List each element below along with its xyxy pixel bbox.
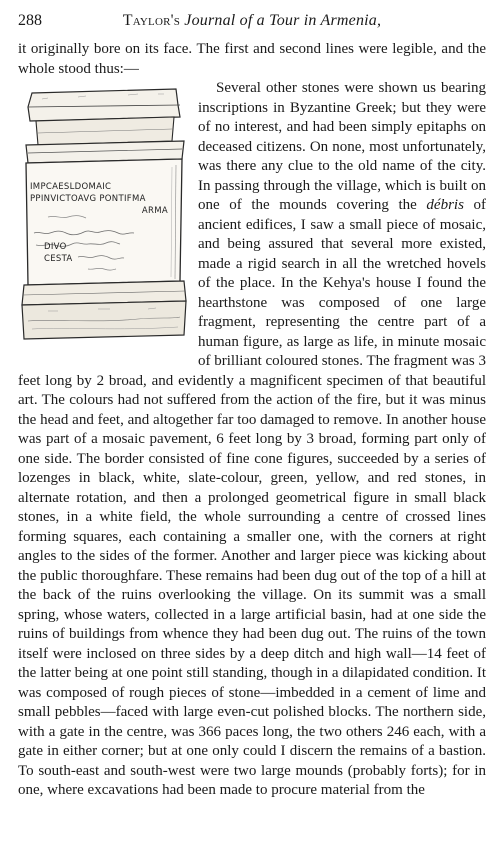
running-head-title: Journal of a Tour in Armenia, [184,12,382,29]
inscription-gap [30,217,170,229]
paragraph-1: it originally bore on its face. The first and second lines were legible, and the whole stood thus:— [18,41,486,77]
inscription-line-5: CESTA [44,254,73,264]
inscription-line-4: DIVO [44,242,67,252]
paragraph-2-part-2: of ancient edifices, I saw a small piece of mosaic, and being assured that several more existed, made a rigid search in all the wretched hovels of the place. In the Kehya's house I found the hearthstone was composed of one large fragment, representing the centre part of a human figure, as large as life, in minute mosaic of brilliant coloured stones. The fragment was 3 feet long by 2 broad, and evidently a magnificent specimen of that beautiful art. The colours had not suffered from the action of the fire, but it was minus the head and feet, and altogether far too damaged to remove. In another house was part of a mosaic pavement, 6 feet long by 3 broad, forming part only of one side. The border consisted of fine cone figures, succeeded by a series of lozenges in black, white, slate-colour, green, yellow, and red stones, in alternate rotation, and then a prolonged geometrical figure in small black stones, in a white field, the whole surrounding a centre of crossed lines forming squares, each containing a smaller one, with the corners at right angles to the sides of the former. Another and larger piece was kicking about the public thoroughfare. These remains had been dug out of the top of a hill at the back of the ruins overlooking the village. On its summit was a small spring, whose waters, collected in a large artificial basin, had at one side the ruins of buildings from whence they had been dug out. The ruins of the town itself were inclosed on three sides by a deep ditch and high wall—14 feet of the latter being at one point still standing, though in a dilapidated condition. It was composed of rough pieces of stone—imbedded in a cement of lime and small pebbles—faced with large even-cut polished blocks. The northern side, with a gate in the centre, was 366 paces long, the two others 246 each, with a gate in either corner; but at one only could I discern the remains of a bastion. To south-east and south-west were two large mounds (probably forts); for in one, where excavations had been made to procure material from the [18,197,487,798]
running-head [18,12,486,30]
inscription-line-3: ARMA [141,206,168,216]
paragraph-2-part-1: Several other stones were shown us bearing inscriptions in Byzantine Greek; but they were of no interest, and had been simply epitaphs on deceased citizens. On none, most unfortunately, was there any clue to the old name of the city. In passing through the village, which is built on one of the mounds covering the [198,80,486,213]
inscription-text [30,181,170,265]
inscription-gap-2 [30,229,170,241]
inscription-line-2: PPINVICTOAVG PONTIFMA [30,194,146,204]
page-number: 288 [18,12,42,29]
body-text [18,40,486,801]
inscription-line-1: IMPCAESLDOMAIC [30,182,112,192]
running-head-author: Taylor's [122,12,181,29]
inscribed-stone-figure [18,83,190,347]
italic-debris: débris [426,197,464,213]
page-header [18,12,486,34]
